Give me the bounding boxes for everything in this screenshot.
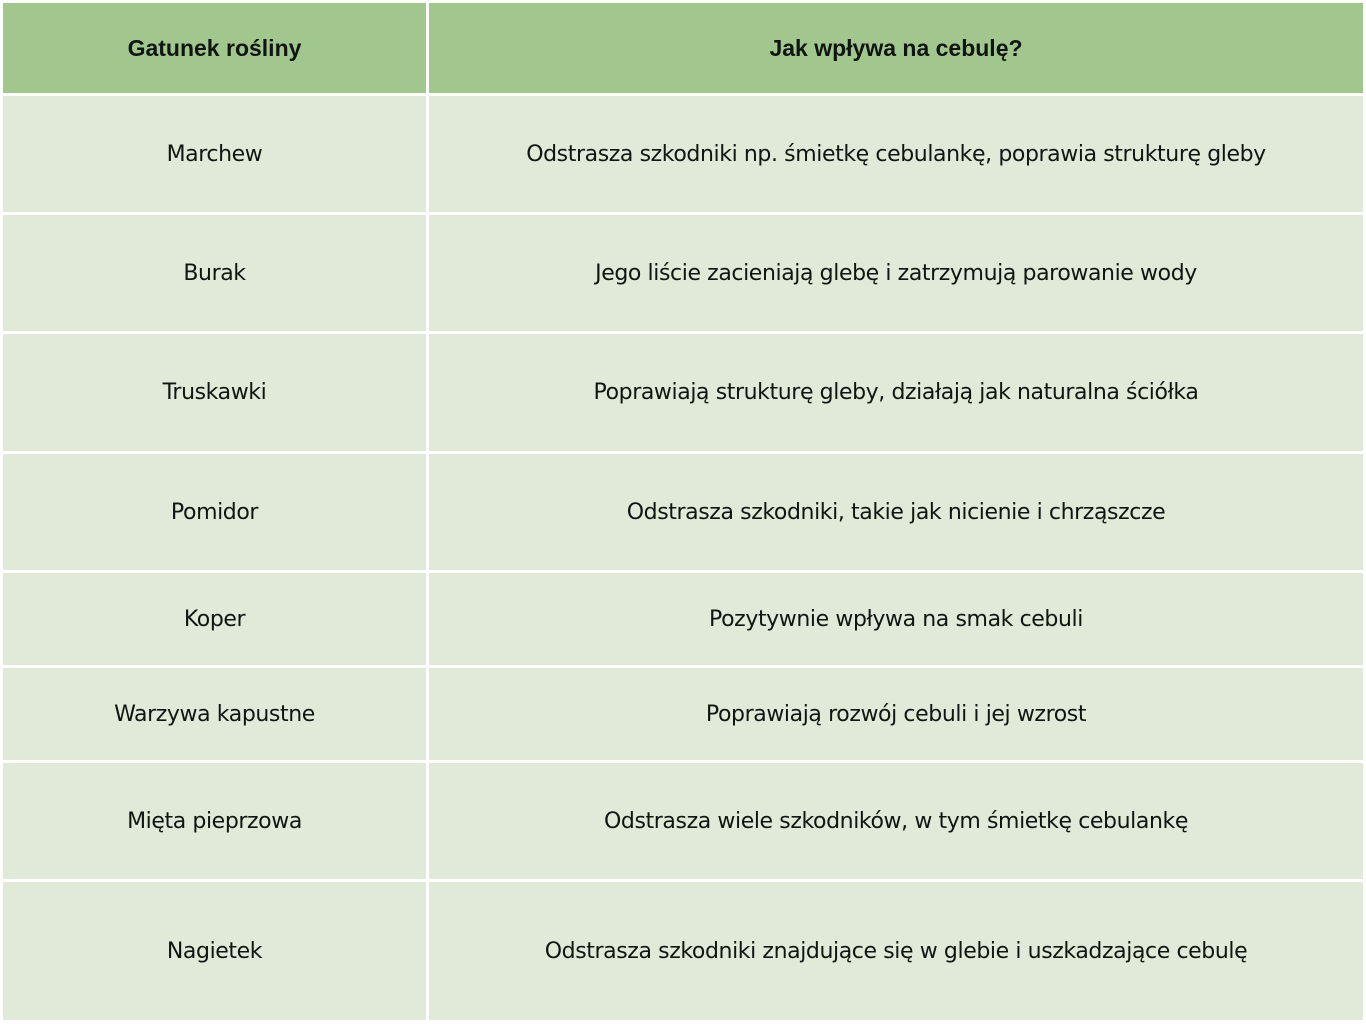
plant-cell: Warzywa kapustne [3,668,426,760]
plant-cell: Nagietek [3,882,426,1020]
effect-cell: Odstrasza wiele szkodników, w tym śmietkę cebulankę [429,763,1363,879]
plant-cell: Koper [3,573,426,665]
table-row [3,96,1363,212]
table-row [3,454,1363,570]
effect-cell: Odstrasza szkodniki, takie jak nicienie i chrząszcze [429,454,1363,570]
table-header-row [3,3,1363,93]
table-row [3,334,1363,451]
header-effect-on-onion: Jak wpływa na cebulę? [429,3,1363,93]
table-row [3,882,1363,1020]
plant-cell: Mięta pieprzowa [3,763,426,879]
plant-cell: Truskawki [3,334,426,451]
effect-cell: Odstrasza szkodniki znajdujące się w glebie i uszkadzające cebulę [429,882,1363,1020]
effect-cell: Jego liście zacieniają glebę i zatrzymują parowanie wody [429,215,1363,331]
plant-cell: Pomidor [3,454,426,570]
effect-cell: Poprawiają rozwój cebuli i jej wzrost [429,668,1363,760]
table-row [3,668,1363,760]
plant-cell: Marchew [3,96,426,212]
table-row [3,573,1363,665]
header-plant-species: Gatunek rośliny [3,3,426,93]
effect-cell: Poprawiają strukturę gleby, działają jak naturalna ściółka [429,334,1363,451]
table-row [3,215,1363,331]
plant-cell: Burak [3,215,426,331]
effect-cell: Pozytywnie wpływa na smak cebuli [429,573,1363,665]
effect-cell: Odstrasza szkodniki np. śmietkę cebulankę, poprawia strukturę gleby [429,96,1363,212]
table-row [3,763,1363,879]
